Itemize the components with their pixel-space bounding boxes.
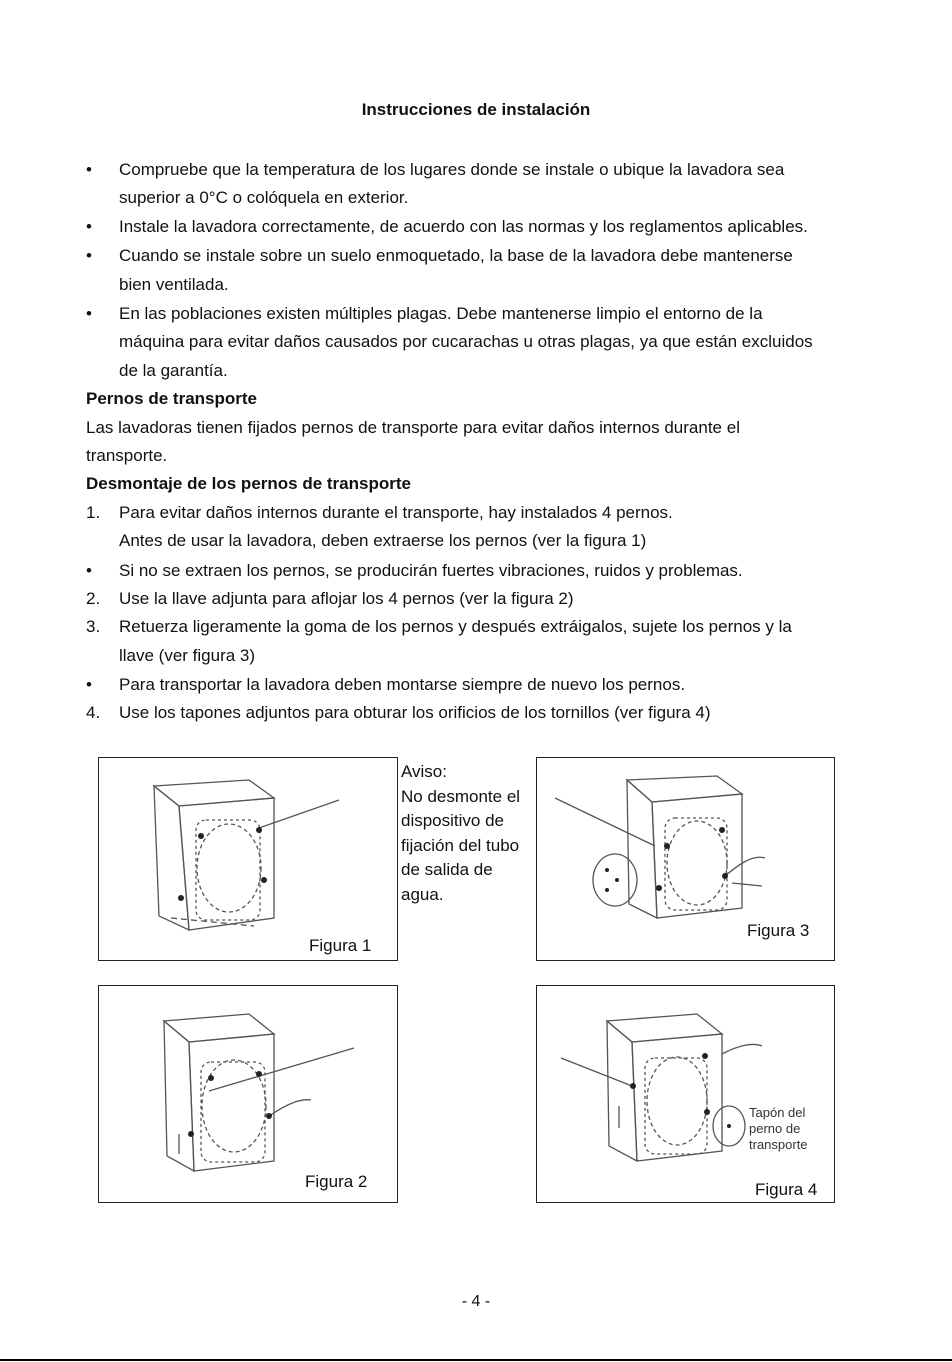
bullet-marker: • [86,304,92,323]
bottom-rule [0,1359,952,1361]
list-item: Compruebe que la temperatura de los lugares donde se instale o ubique la lavadora sea [119,160,785,179]
paragraph: transporte. [86,446,168,465]
aviso-line: No desmonte el [401,786,521,806]
list-marker: 1. [86,503,101,522]
aviso-line: agua. [401,884,444,904]
bullet-marker: • [86,160,92,179]
list-item: Cuando se instale sobre un suelo enmoquetado, la base de la lavadora debe mantenerse [119,246,793,265]
figure-3 [536,757,835,961]
list-item: Use los tapones adjuntos para obturar los orificios de los tornillos (ver figura 4) [119,703,711,722]
wrench-loosening-illustration [99,986,397,1202]
figure-caption: Figura 2 [305,1172,368,1191]
aviso-note [401,760,537,907]
list-marker: 2. [86,589,101,608]
list-marker: • [86,561,92,580]
list-item: llave (ver figura 3) [119,646,256,665]
aviso-line: de salida de [401,860,493,879]
list-item: Para transportar la lavadora deben montarse siempre de nuevo los pernos. [119,675,686,694]
list-marker: • [86,675,92,694]
callout-line: transporte [749,1137,808,1152]
washing-machine-bolts-illustration [99,758,397,960]
figure-4 [536,985,835,1203]
page-title: Instrucciones de instalación [361,100,591,119]
list-item: Instale la lavadora correctamente, de acuerdo con las normas y los reglamentos aplicables. [119,217,808,236]
bullet-marker: • [86,217,92,236]
list-item: de la garantía. [119,361,228,380]
section-heading: Desmontaje de los pernos de transporte [86,474,411,493]
list-marker: 4. [86,703,101,722]
list-item: Antes de usar la lavadora, deben extraerse los pernos (ver la figura 1) [119,531,647,550]
section-heading: Pernos de transporte [86,389,257,408]
list-item: bien ventilada. [119,275,229,294]
plug-callout [749,1105,808,1153]
figure-caption: Figura 1 [309,936,372,955]
bullet-marker: • [86,246,92,265]
list-item: superior a 0°C o colóquela en exterior. [119,188,409,207]
list-item: máquina para evitar daños causados por cucarachas u otras plagas, ya que están excluidos [119,332,813,351]
list-item: Use la llave adjunta para aflojar los 4 pernos (ver la figura 2) [119,589,574,608]
aviso-line: Aviso: [401,762,447,781]
figure-caption: Figura 4 [755,1180,818,1199]
paragraph: Las lavadoras tienen fijados pernos de transporte para evitar daños internos durante el [86,418,740,437]
page-number: - 4 - [461,1293,491,1310]
list-marker: 3. [86,617,101,636]
list-item: En las poblaciones existen múltiples plagas. Debe mantenerse limpio el entorno de la [119,304,763,323]
figure-1 [98,757,398,961]
callout-line: perno de [749,1121,801,1136]
list-item: Retuerza ligeramente la goma de los pernos y después extráigalos, sujete los pernos y la [119,617,792,636]
transport-plug-illustration [537,986,834,1202]
callout-line: Tapón del [749,1105,806,1120]
figure-caption: Figura 3 [747,921,810,940]
aviso-line: fijación del tubo [401,835,520,855]
list-item: Si no se extraen los pernos, se producirán fuertes vibraciones, ruidos y problemas. [119,561,743,580]
figure-2 [98,985,398,1203]
aviso-line: dispositivo de [401,811,505,830]
list-item: Para evitar daños internos durante el transporte, hay instalados 4 pernos. [119,503,673,522]
